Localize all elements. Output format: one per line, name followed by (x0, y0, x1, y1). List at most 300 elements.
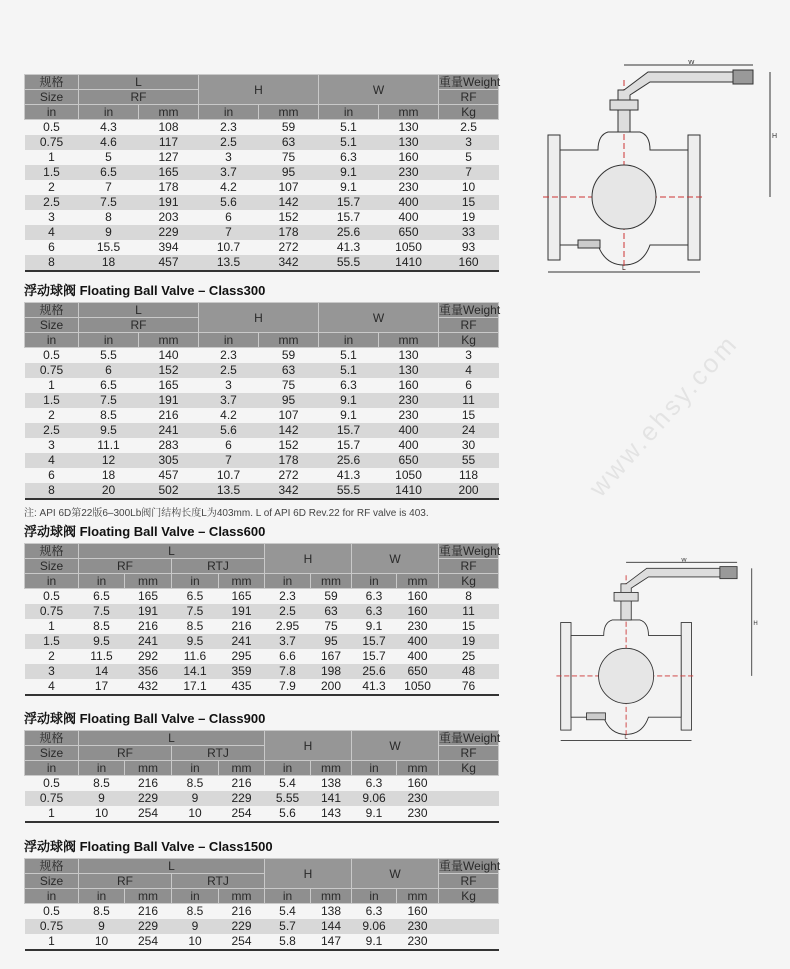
table-cell: 165 (158, 378, 179, 392)
header-spec: 规格 (25, 544, 79, 559)
table-row (25, 634, 499, 649)
table-title: 浮动球阀 Floating Ball Valve – Class600 (24, 524, 266, 539)
table-cell: 152 (278, 438, 299, 452)
table-cell: 144 (311, 919, 352, 934)
table-cell: 241 (139, 423, 199, 438)
table-cell: 3.7 (199, 393, 259, 408)
table-cell: 5.1 (319, 135, 379, 150)
table-cell: 4 (25, 679, 79, 695)
table-cell: 198 (311, 664, 352, 679)
table-cell: 9 (79, 225, 139, 240)
table-cell: 6.3 (352, 604, 397, 619)
table-cell: 147 (311, 934, 352, 950)
table-cell: 5.6 (199, 195, 259, 210)
table-cell: 167 (320, 649, 342, 663)
table-cell: 3 (465, 348, 472, 362)
table-cell: 160 (398, 378, 419, 392)
table-cell: 6.5 (93, 589, 110, 603)
table-title: 浮动球阀 Floating Ball Valve – Class900 (24, 711, 266, 726)
watermark: www.ehsy.com (582, 328, 744, 503)
table-note: 注: API 6D第22版6–300Lb阀门结构长度L为403mm. L of API 6D Rev.22 for RF valve is 403. (24, 508, 429, 519)
table-row (25, 210, 499, 225)
table-cell: 9.5 (79, 423, 139, 438)
table-cell: 11.1 (97, 438, 120, 452)
table-cell: 6.3 (365, 589, 383, 603)
table-cell: 107 (278, 408, 299, 422)
header-unit-mm: mm (259, 105, 319, 120)
table-cell: 230 (397, 919, 439, 934)
table-cell: 25.6 (319, 225, 379, 240)
table-cell: 216 (158, 408, 179, 422)
table-cell: 229 (125, 791, 172, 806)
table-cell: 11.6 (183, 649, 207, 663)
table-cell: 457 (158, 468, 179, 482)
header-unit-in: in (352, 574, 397, 589)
table-cell: 1.5 (25, 393, 79, 408)
table-cell: 2.95 (275, 619, 300, 633)
table-cell: 178 (259, 453, 319, 468)
header-unit-kg: Kg (439, 889, 499, 904)
header-rf: RF (79, 874, 172, 889)
table-cell: 1410 (379, 255, 439, 271)
table-cell: 1050 (395, 468, 422, 482)
table-cell: 15 (461, 619, 476, 633)
table-cell: 2 (48, 180, 55, 194)
table-cell (439, 919, 499, 934)
table-cell: 9.1 (365, 619, 383, 633)
table-cell: 216 (137, 776, 159, 790)
table-cell: 191 (125, 604, 172, 619)
header-size: Size (25, 874, 79, 889)
table-cell: 191 (219, 604, 265, 619)
table-cell: 432 (125, 679, 172, 695)
dimension-table (24, 74, 499, 272)
table-cell: 230 (407, 619, 428, 633)
table-cell: 4 (25, 453, 79, 468)
table-cell: 5.4 (279, 904, 296, 918)
table-cell: 7.5 (79, 393, 139, 408)
header-unit-mm: mm (219, 574, 265, 589)
table-cell: 75 (324, 619, 338, 633)
table-cell: 20 (79, 483, 139, 499)
label-l: L (624, 734, 628, 741)
table-cell: 1 (48, 619, 55, 633)
table-cell: 8 (465, 589, 472, 603)
header-unit-mm: mm (125, 761, 172, 776)
table-cell: 41.3 (352, 679, 397, 695)
table-cell: 160 (407, 776, 428, 790)
table-cell: 230 (397, 934, 439, 950)
table-cell: 650 (379, 453, 439, 468)
header-rf: RF (79, 318, 199, 333)
table-cell: 142 (259, 195, 319, 210)
table-cell: 55.5 (319, 483, 379, 499)
header-unit-in: in (79, 574, 125, 589)
table-cell: 0.5 (43, 776, 60, 790)
table-cell: 33 (439, 225, 499, 240)
header-rf: RF (79, 90, 199, 105)
table-cell: 1 (48, 378, 55, 392)
table-cell: 152 (139, 363, 199, 378)
header-unit-kg: Kg (439, 105, 499, 120)
header-size: Size (25, 559, 79, 574)
table-cell: 2.5 (265, 604, 311, 619)
header-l: L (79, 859, 265, 874)
table-cell: 15.7 (362, 649, 386, 663)
table-cell: 9.06 (352, 919, 397, 934)
header-weight: 重量Weight (439, 544, 501, 558)
table-cell: 7 (439, 165, 499, 180)
table-cell: 2 (48, 408, 55, 422)
table-cell: 9.06 (352, 791, 397, 806)
table-cell: 95 (259, 165, 319, 180)
table-cell: 3.7 (265, 634, 311, 649)
table-cell: 4.6 (79, 135, 139, 150)
table-cell: 3 (439, 135, 499, 150)
table-cell: 191 (139, 195, 199, 210)
table-cell: 5.5 (100, 348, 117, 362)
table-cell: 0.75 (25, 135, 79, 150)
table-cell: 4.2 (220, 408, 237, 422)
table-cell: 15.7 (336, 210, 361, 224)
table-cell: 11.5 (90, 649, 113, 663)
table-cell: 230 (397, 806, 439, 822)
table-cell: 0.5 (43, 589, 60, 603)
table-cell: 502 (139, 483, 199, 499)
table-cell: 8.5 (100, 408, 117, 422)
table-cell: 17.1 (172, 679, 219, 695)
table-cell: 229 (219, 791, 265, 806)
header-unit-in: in (79, 889, 125, 904)
table-cell: 9 (79, 791, 125, 806)
table-cell: 9 (172, 791, 219, 806)
header-unit-kg: Kg (439, 333, 499, 348)
table-row (25, 776, 499, 792)
header-unit-in: in (25, 333, 79, 348)
table-cell: 7 (105, 180, 112, 194)
table-cell: 191 (139, 393, 199, 408)
table-row (25, 255, 499, 271)
gland (614, 592, 638, 601)
table-cell: 2.3 (220, 120, 237, 134)
dimension-table (24, 543, 499, 696)
table-row (25, 423, 499, 438)
table-cell: 160 (397, 604, 439, 619)
table-cell: 4 (439, 363, 499, 378)
header-rtj: RTJ (172, 746, 265, 761)
header-unit-mm: mm (397, 889, 439, 904)
valve-diagram-top (538, 60, 783, 275)
table-cell: 342 (259, 483, 319, 499)
table-row (25, 791, 499, 806)
header-weight-rf: RF (439, 746, 499, 761)
table-cell: 25.6 (352, 664, 397, 679)
table-cell: 7.5 (79, 195, 139, 210)
table-cell: 8 (25, 255, 79, 271)
table-cell: 41.3 (336, 240, 361, 254)
table-cell: 63 (311, 604, 352, 619)
table-cell: 130 (379, 135, 439, 150)
table-cell: 130 (379, 363, 439, 378)
table-cell: 30 (461, 438, 476, 452)
table-cell: 241 (125, 634, 172, 649)
table-row (25, 348, 499, 364)
table-cell: 15.7 (319, 195, 379, 210)
table-row (25, 664, 499, 679)
table-cell: 3 (25, 664, 79, 679)
table-cell: 15.7 (352, 634, 397, 649)
table-cell: 356 (125, 664, 172, 679)
header-rtj: RTJ (172, 874, 265, 889)
table-cell: 394 (158, 240, 179, 254)
table-cell: 4.3 (100, 120, 117, 134)
table-cell: 254 (219, 934, 265, 950)
table-cell: 11 (439, 604, 499, 619)
header-size: Size (25, 318, 79, 333)
header-unit-in: in (79, 761, 125, 776)
table-cell: 8.5 (186, 904, 204, 918)
table-cell: 9.1 (340, 180, 357, 194)
header-unit-kg: Kg (439, 574, 499, 589)
table-cell: 5.7 (265, 919, 311, 934)
table-cell: 9.1 (340, 408, 357, 422)
table-cell: 108 (158, 120, 179, 134)
table-cell: 17 (79, 679, 125, 695)
right-flange (681, 623, 691, 731)
header-unit-in: in (79, 333, 139, 348)
dimension-table (24, 858, 499, 951)
table-cell: 6.3 (340, 378, 357, 392)
header-spec: 规格 (25, 859, 79, 874)
table-cell: 127 (158, 150, 179, 164)
table-cell: 7.5 (79, 604, 125, 619)
table-cell: 5.1 (340, 348, 357, 362)
table-cell: 178 (158, 180, 179, 194)
header-h: H (265, 859, 352, 889)
table-cell: 9.5 (79, 634, 125, 649)
table-cell: 2 (48, 649, 55, 663)
header-unit-in: in (25, 105, 79, 120)
header-weight: 重量Weight (439, 303, 501, 317)
header-w: W (352, 859, 439, 889)
table-cell: 10 (172, 934, 219, 950)
table-cell: 7.8 (265, 664, 311, 679)
header-unit-in: in (172, 574, 219, 589)
ball (592, 165, 656, 229)
table-row (25, 589, 499, 605)
table-row (25, 806, 499, 822)
header-unit-mm: mm (125, 889, 172, 904)
table-cell: 0.5 (43, 120, 60, 134)
table-cell (439, 934, 499, 950)
table-row (25, 363, 499, 378)
table-section-class900 (24, 711, 501, 823)
table-cell: 295 (231, 649, 252, 663)
table-cell: 400 (407, 649, 428, 663)
table-cell: 41.3 (336, 468, 361, 482)
table-cell: 8.5 (186, 776, 204, 790)
table-cell: 59 (324, 589, 338, 603)
table-section-class1500 (24, 839, 501, 951)
header-unit-in: in (172, 761, 219, 776)
table-row (25, 619, 499, 634)
table-cell: 0.5 (43, 904, 60, 918)
table-cell: 25.6 (319, 453, 379, 468)
table-cell: 160 (439, 255, 499, 271)
table-row (25, 120, 499, 136)
table-cell: 11 (439, 393, 499, 408)
table-cell: 178 (259, 225, 319, 240)
header-unit-in: in (319, 333, 379, 348)
header-size: Size (25, 746, 79, 761)
table-cell: 59 (281, 348, 296, 362)
header-unit-mm: mm (379, 333, 439, 348)
table-cell: 95 (311, 634, 352, 649)
header-rf: RF (79, 746, 172, 761)
table-cell: 216 (231, 776, 252, 790)
table-cell: 12 (79, 453, 139, 468)
header-w: W (352, 731, 439, 761)
table-cell: 3 (48, 210, 55, 224)
table-cell: 6 (225, 438, 232, 452)
table-cell: 9.1 (352, 806, 397, 822)
table-cell: 342 (259, 255, 319, 271)
table-cell: 1.5 (25, 165, 79, 180)
table-cell: 24 (439, 423, 499, 438)
table-cell: 4 (25, 225, 79, 240)
table-cell: 2.5 (25, 195, 79, 210)
header-l: L (79, 731, 265, 746)
table-cell: 9.5 (172, 634, 219, 649)
table-row (25, 679, 499, 695)
header-unit-mm: mm (219, 889, 265, 904)
table-cell: 400 (397, 634, 439, 649)
table-cell: 272 (278, 240, 299, 254)
table-cell: 2.3 (220, 348, 237, 362)
header-spec: 规格 (25, 75, 79, 90)
table-cell: 203 (158, 210, 179, 224)
header-weight-rf: RF (439, 90, 499, 105)
table-row (25, 195, 499, 210)
table-cell: 0.75 (25, 604, 79, 619)
table-cell: 0.75 (25, 919, 79, 934)
header-unit-mm: mm (311, 761, 352, 776)
table-cell: 15 (461, 408, 476, 422)
label-w: W (688, 60, 695, 66)
header-unit-mm: mm (139, 333, 199, 348)
left-flange (561, 623, 571, 731)
table-cell: 9 (79, 919, 125, 934)
header-weight-rf: RF (439, 874, 499, 889)
table-row (25, 393, 499, 408)
table-cell (439, 776, 499, 792)
table-row (25, 468, 499, 483)
table-cell: 10 (79, 934, 125, 950)
table-cell: 6.5 (79, 165, 139, 180)
table-cell: 138 (320, 904, 342, 918)
table-cell: 1050 (397, 679, 439, 695)
table-cell: 0.75 (25, 791, 79, 806)
table-cell: 457 (139, 255, 199, 271)
table-cell: 6.5 (100, 378, 117, 392)
table-row (25, 180, 499, 195)
header-l: L (79, 303, 199, 318)
header-unit-kg: Kg (439, 761, 499, 776)
table-cell: 254 (219, 806, 265, 822)
table-row (25, 438, 499, 453)
table-cell: 107 (278, 180, 299, 194)
table-cell: 4.2 (220, 180, 237, 194)
table-cell: 1050 (395, 240, 422, 254)
label-w: W (681, 558, 687, 564)
table-cell: 6.5 (186, 589, 204, 603)
table-cell: 10 (172, 806, 219, 822)
header-unit-in: in (25, 889, 79, 904)
table-cell: 7 (199, 225, 259, 240)
label-l: L (622, 265, 626, 272)
table-cell: 14 (79, 664, 125, 679)
table-cell: 435 (219, 679, 265, 695)
table-cell: 1410 (379, 483, 439, 499)
header-unit-in: in (199, 105, 259, 120)
table-row (25, 483, 499, 499)
table-cell: 59 (281, 120, 296, 134)
table-cell: 10 (461, 180, 476, 194)
table-cell: 13.5 (199, 255, 259, 271)
header-unit-in: in (265, 761, 311, 776)
table-row (25, 934, 499, 950)
table-cell: 6 (79, 363, 139, 378)
table-section-class600 (24, 524, 501, 696)
header-unit-in: in (352, 761, 397, 776)
table-cell: 6 (465, 378, 472, 392)
table-cell: 1 (25, 934, 79, 950)
table-cell: 10.7 (216, 240, 241, 254)
handle (624, 72, 748, 95)
header-rtj: RTJ (172, 559, 265, 574)
header-h: H (199, 303, 319, 333)
table-cell: 272 (278, 468, 299, 482)
table-cell: 230 (379, 393, 439, 408)
table-cell: 400 (398, 438, 419, 452)
table-cell: 165 (139, 165, 199, 180)
header-rf: RF (79, 559, 172, 574)
table-cell: 141 (311, 791, 352, 806)
table-cell: 143 (311, 806, 352, 822)
table-cell: 400 (398, 210, 419, 224)
header-l: L (79, 544, 265, 559)
header-unit-in: in (265, 889, 311, 904)
table-cell: 229 (125, 919, 172, 934)
table-cell: 142 (259, 423, 319, 438)
header-h: H (265, 731, 352, 761)
header-w: W (319, 75, 439, 105)
header-weight-rf: RF (439, 318, 499, 333)
table-cell: 305 (139, 453, 199, 468)
table-cell: 9.1 (319, 393, 379, 408)
table-cell: 75 (281, 150, 296, 164)
table-cell: 5.55 (265, 791, 311, 806)
table-cell: 15.7 (319, 423, 379, 438)
dimension-table (24, 302, 499, 500)
table-cell: 650 (397, 664, 439, 679)
header-unit-mm: mm (379, 105, 439, 120)
table-cell: 400 (379, 195, 439, 210)
table-cell: 76 (439, 679, 499, 695)
table-row (25, 135, 499, 150)
table-cell: 160 (407, 904, 428, 918)
table-cell: 650 (379, 225, 439, 240)
